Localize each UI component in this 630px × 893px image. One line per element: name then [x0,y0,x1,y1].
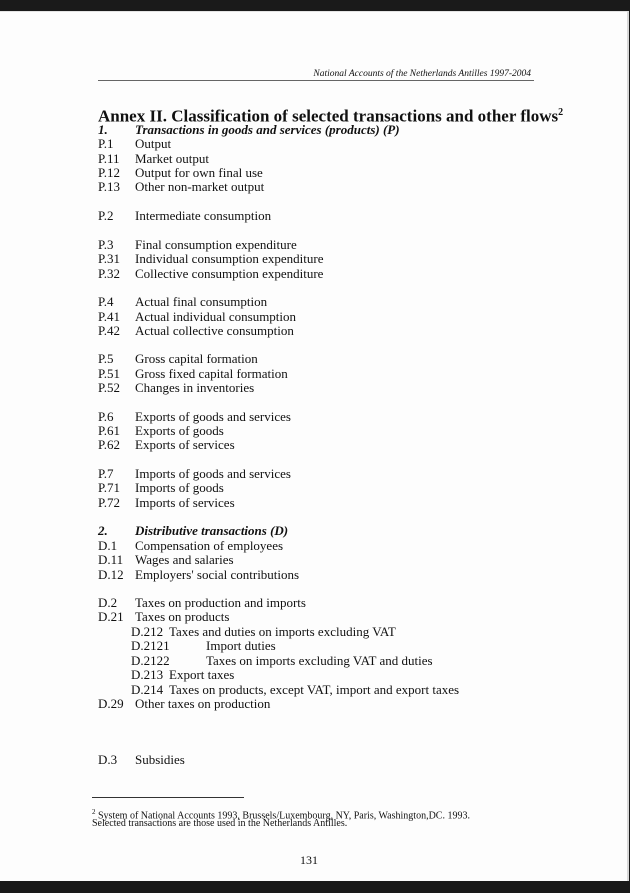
list-item [0,567,600,583]
item-label: Other taxes on production [135,696,271,711]
item-label: Employers' social contributions [135,567,300,582]
item-label: Import duties [206,638,276,653]
item-label: Export taxes [169,667,235,682]
item-label: Taxes on products [135,609,230,624]
list-item [0,136,600,152]
list-item [0,294,600,310]
item-label: Subsidies [135,752,185,767]
item-label: Actual final consumption [135,294,268,309]
item-code: P.32 [98,266,121,281]
item-code: P.41 [98,309,121,324]
list-item [0,696,600,712]
item-code: P.1 [98,136,114,151]
item-code: P.5 [98,351,114,366]
item-code: 1. [98,122,108,137]
list-item [0,609,600,625]
item-code: D.2122 [131,653,170,668]
header-rule [98,80,534,81]
item-code: P.4 [98,294,114,309]
title-text: Annex II. Classification of selected transactions and other flows [98,106,559,126]
item-code: P.13 [98,179,121,194]
item-label: Imports of goods [135,480,224,495]
item-label: Exports of services [135,437,235,452]
item-code: D.11 [98,552,124,567]
item-code: P.72 [98,495,121,510]
footnote-line-2: Selected transactions are those used in the Netherlands Antilles. [92,818,348,829]
item-label: Gross capital formation [135,351,258,366]
item-label: Changes in inventories [135,380,255,395]
list-item [0,179,600,195]
item-label: Output for own final use [135,165,263,180]
item-label: Distributive transactions (D) [135,523,289,538]
item-code: P.3 [98,237,114,252]
footnote-text-1: System of National Accounts 1993, Brussels/Luxembourg, NY, Paris, Washington,DC. 1993. [98,810,470,822]
list-item [0,752,600,768]
list-item [0,667,600,683]
list-item [0,323,600,339]
item-label: Final consumption expenditure [135,237,297,252]
item-code: P.7 [98,466,114,481]
item-code: P.61 [98,423,121,438]
item-code: D.214 [131,682,164,697]
document-page [0,11,629,881]
list-item [0,266,600,282]
item-label: Taxes on products, except VAT, import and export taxes [169,682,460,697]
item-code: D.3 [98,752,118,767]
list-item [0,495,600,511]
list-item [0,380,600,396]
item-code: P.11 [98,151,120,166]
item-label: Gross fixed capital formation [135,366,288,381]
item-code: P.62 [98,437,121,452]
list-item [0,437,600,453]
item-label: Wages and salaries [135,552,234,567]
list-item [0,251,600,267]
page-number: 131 [300,853,318,867]
item-code: P.51 [98,366,121,381]
item-label: Individual consumption expenditure [135,251,324,266]
item-code: D.12 [98,567,124,582]
item-code: D.213 [131,667,164,682]
item-code: P.2 [98,208,114,223]
title-footnote-ref: 2 [558,107,564,118]
item-code: P.31 [98,251,121,266]
item-code: P.6 [98,409,114,424]
item-code: D.2 [98,595,118,610]
item-code: D.29 [98,696,124,711]
item-label: Taxes on imports excluding VAT and duties [206,653,433,668]
item-code: D.1 [98,538,118,553]
list-item [0,208,600,224]
item-code: 2. [98,523,108,538]
item-label: Intermediate consumption [135,208,272,223]
item-code: P.71 [98,480,121,495]
item-label: Actual individual consumption [135,309,297,324]
item-code: D.212 [131,624,164,639]
list-item [0,552,600,568]
list-item [0,480,600,496]
item-label: Compensation of employees [135,538,284,553]
item-code: D.2121 [131,638,170,653]
item-label: Actual collective consumption [135,323,294,338]
item-label: Imports of services [135,495,235,510]
item-label: Market output [135,151,210,166]
list-item [0,523,600,539]
item-label: Other non-market output [135,179,265,194]
item-code: P.12 [98,165,121,180]
item-code: D.21 [98,609,124,624]
list-item [0,638,600,654]
item-label: Imports of goods and services [135,466,291,481]
running-header: National Accounts of the Netherlands Antilles 1997-2004 [313,69,531,79]
footnote-ref: 2 [92,808,96,816]
item-code: P.42 [98,323,121,338]
item-label: Taxes and duties on imports excluding VAT [169,624,396,639]
item-label: Exports of goods [135,423,224,438]
list-item [0,351,600,367]
item-label: Output [135,136,172,151]
item-label: Taxes on production and imports [135,595,306,610]
item-label: Exports of goods and services [135,409,291,424]
item-code: P.52 [98,380,121,395]
item-label: Collective consumption expenditure [135,266,324,281]
footnote-rule [92,797,244,798]
item-label: Transactions in goods and services (products) (P) [135,122,400,137]
